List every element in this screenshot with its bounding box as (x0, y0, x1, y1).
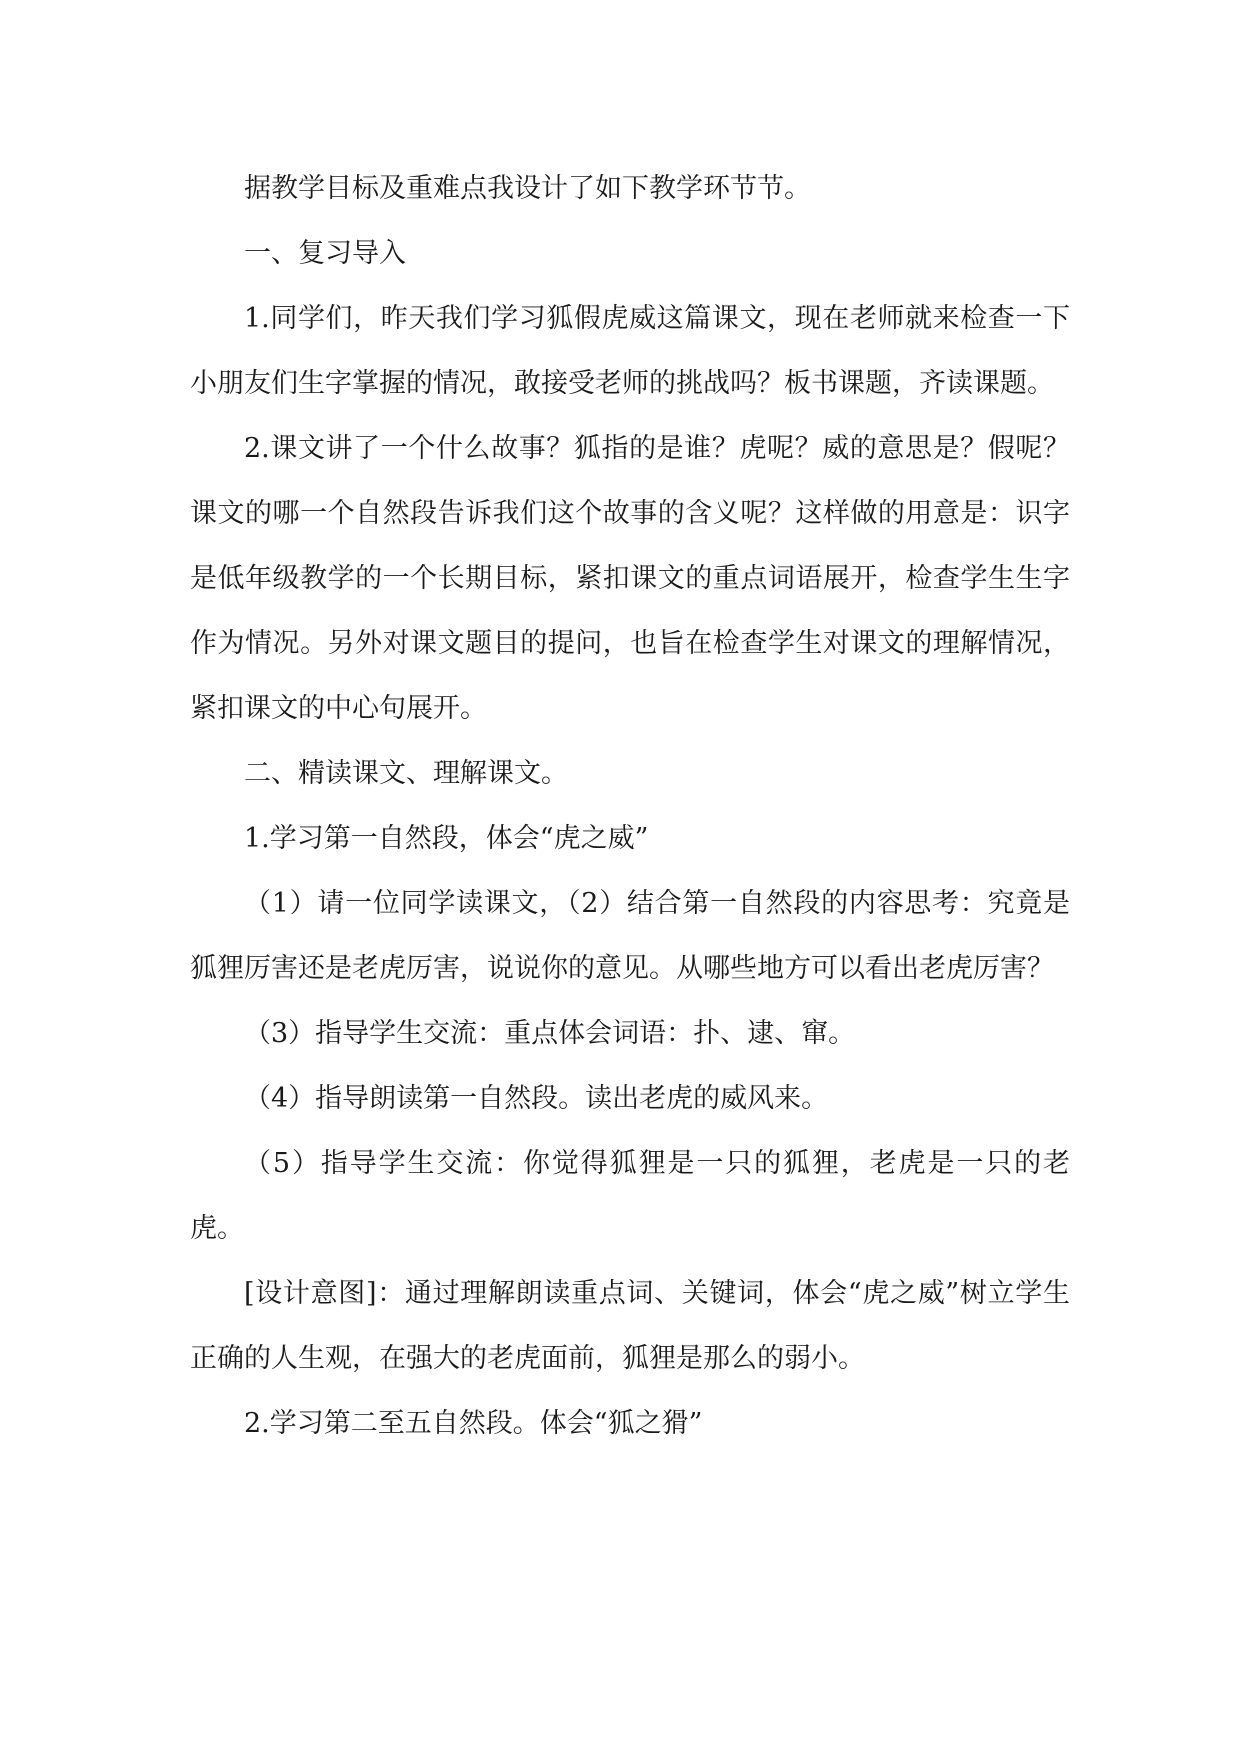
paragraph-review-1: 1.同学们，昨天我们学习狐假虎威这篇课文，现在老师就来检查一下小朋友们生字掌握的情况，敢接受老师的挑战吗？板书课题，齐读课题。 (190, 303, 1070, 399)
paragraph-step-4: （4）指导朗读第一自然段。读出老虎的威风来。 (244, 1083, 829, 1114)
section-heading-review: 一、复习导入 (244, 238, 406, 269)
paragraph-step-3: （3）指导学生交流：重点体会词语：扑、逮、窜。 (244, 1018, 856, 1049)
paragraph-step-5: （5）指导学生交流：你觉得狐狸是一只的狐狸，老虎是一只的老虎。 (190, 1148, 1070, 1244)
paragraph-design-intent: [设计意图]：通过理解朗读重点词、关键词，体会“虎之威”树立学生正确的人生观，在强大的老虎面前，狐狸是那么的弱小。 (190, 1278, 1070, 1374)
paragraph-intro: 据教学目标及重难点我设计了如下教学环节节。 (244, 173, 811, 204)
paragraph-review-2: 2.课文讲了一个什么故事？狐指的是谁？虎呢？威的意思是？假呢？课文的哪一个自然段告诉我们这个故事的含义呢？这样做的用意是：识字是低年级教学的一个长期目标，紧扣课文的重点词语展开，检查学生生字作为情况。另外对课文题目的提问，也旨在检查学生对课文的理解情况，紧扣课文的中心句展开。 (190, 433, 1070, 724)
paragraph-study-1: 1.学习第一自然段，体会“虎之威” (244, 823, 649, 854)
paragraph-study-2: 2.学习第二至五自然段。体会“狐之猾” (244, 1408, 703, 1439)
section-heading-reading: 二、精读课文、理解课文。 (244, 758, 568, 789)
document-body (190, 156, 1070, 1456)
paragraph-step-1-2: （1）请一位同学读课文，（2）结合第一自然段的内容思考：究竟是狐狸厉害还是老虎厉害，说说你的意见。从哪些地方可以看出老虎厉害？ (190, 888, 1070, 984)
